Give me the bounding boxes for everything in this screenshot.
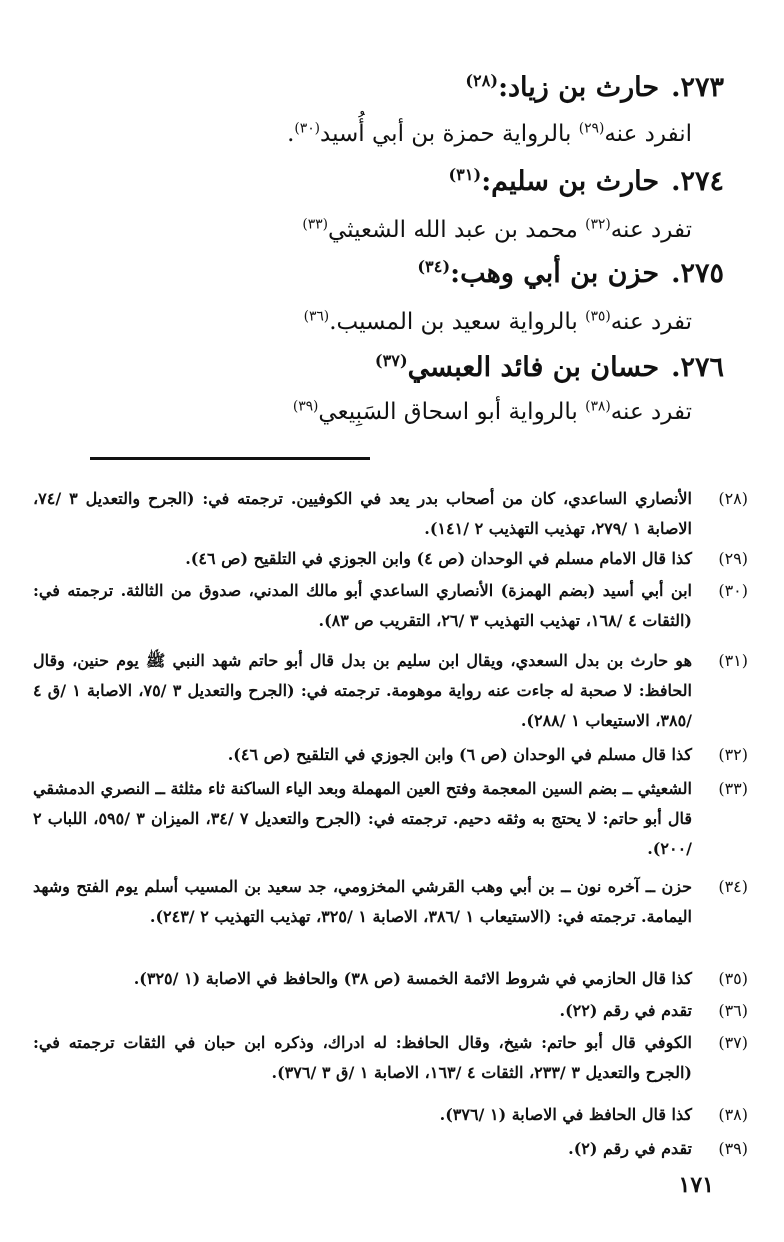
footnote <box>33 1100 748 1130</box>
footnote <box>33 576 748 636</box>
entry-text <box>132 118 692 150</box>
footnote-number: (٣٤) <box>718 877 748 896</box>
footnote-ref: (٣٨) <box>585 398 611 415</box>
entry-number: ٢٧٦. <box>671 352 724 383</box>
footnote <box>33 1028 748 1088</box>
footnote <box>33 964 748 994</box>
entry-text-part: تفرد عنه <box>610 309 692 335</box>
footnote <box>33 996 748 1026</box>
entry-text-part: بالرواية أبو اسحاق السَبِيعي <box>318 399 586 425</box>
entry-heading <box>124 350 724 386</box>
page-number: ١٧١ <box>678 1172 714 1198</box>
footnote-number: (٣٠) <box>718 581 748 600</box>
entry-heading <box>124 70 724 106</box>
entry-name: حارث بن سليم: <box>481 166 660 197</box>
footnote-text: كذا قال الامام مسلم في الوحدان (ص ٤) وابن الجوزي في التلقيح (ص ٤٦). <box>185 549 692 568</box>
entry-text-part: بالرواية سعيد بن المسيب. <box>329 309 586 335</box>
footnote <box>33 484 748 544</box>
footnote-number: (٣٣) <box>718 779 748 798</box>
entry-text <box>132 214 692 246</box>
footnote-text: هو حارث بن بدل السعدي، ويقال ابن سليم بن بدل قال أبو حاتم شهد النبي ﷺ يوم حنين، وقال الحافظ: لا صحبة له جاءت عنه رواية موهومة. ترجمته في: (الجرح والتعديل ٣ /٧٥، الاصابة ١ /ق ٤ /٣٨٥، الاستيعاب ١ /٢٨٨). <box>33 651 692 730</box>
footnote <box>33 740 748 770</box>
footnote-number: (٢٨) <box>718 489 748 508</box>
footnote-text: كذا قال الحازمي في شروط الائمة الخمسة (ص ٣٨) والحافظ في الاصابة (١ /٣٢٥). <box>133 969 692 988</box>
entry-name: حارث بن زياد: <box>498 72 660 103</box>
footnote <box>33 646 748 736</box>
footnote-text: كذا قال الحافظ في الاصابة (١ /٣٧٦). <box>439 1105 692 1124</box>
footnote-ref: (٣٥) <box>585 308 611 325</box>
entry-heading <box>124 256 724 292</box>
footnote-number: (٣٦) <box>718 1001 748 1020</box>
footnote-ref: (٣٦) <box>303 308 330 325</box>
entry-heading <box>124 164 724 200</box>
footnote-number: (٣١) <box>718 651 748 670</box>
entry-number: ٢٧٣. <box>671 72 724 103</box>
footnote-number: (٣٩) <box>718 1139 748 1158</box>
entry-number: ٢٧٤. <box>671 166 724 197</box>
footnote-ref: (٣٣) <box>302 216 328 233</box>
entry-text-part: . <box>287 121 295 147</box>
footnote-number: (٢٩) <box>718 549 748 568</box>
footnote <box>33 774 748 864</box>
footnote-ref: (٣٢) <box>585 216 611 233</box>
entry-name: حزن بن أبي وهب: <box>450 258 660 289</box>
footnote-number: (٣٧) <box>718 1033 748 1052</box>
footnote <box>33 872 748 932</box>
footnote-ref: (٢٩) <box>578 120 605 137</box>
footnote <box>33 544 748 574</box>
footnote-text: حزن ــ آخره نون ــ بن أبي وهب القرشي المخزومي، جد سعيد بن المسيب أسلم يوم الفتح وشهد اليمامة. ترجمته في: (الاستيعاب ١ /٣٨٦، الاصابة ١ /٣٢٥، تهذيب التهذيب ٢ /٢٤٣). <box>33 877 692 926</box>
footnote-text: كذا قال مسلم في الوحدان (ص ٦) وابن الجوزي في التلقيح (ص ٤٦). <box>227 745 692 764</box>
footnote-ref: (٣١) <box>448 165 482 184</box>
entry-text <box>132 306 692 338</box>
footnote-text: الشعيثي ــ بضم السين المعجمة وفتح العين المهملة وبعد الياء الساكنة ثاء مثلثة ــ النصري الدمشقي قال أبو حاتم: لا يحتج به وثقه دحيم. ترجمته في: (الجرح والتعديل ٧ /٣٤، الميزان ٣ /٥٩٥، اللباب ٢ /٢٠٠). <box>33 779 693 858</box>
footnote-ref: (٣٧) <box>374 351 408 370</box>
footnote-text: تقدم في رقم (٢). <box>568 1139 692 1158</box>
footnote-number: (٣٥) <box>718 969 748 988</box>
footnote-ref: (٣٤) <box>417 257 451 276</box>
entry-text-part: بالرواية حمزة بن أبي أُسيد <box>320 121 579 147</box>
footnote-text: الأنصاري الساعدي، كان من أصحاب بدر يعد في الكوفيين. ترجمته في: (الجرح والتعديل ٣ /٧٤، الاصابة ١ /٢٧٩، تهذيب التهذيب ٢ /١٤١). <box>33 489 693 538</box>
footnote-separator <box>90 457 370 460</box>
footnote-number: (٣٨) <box>718 1105 748 1124</box>
footnote-ref: (٢٨) <box>465 71 499 90</box>
footnote-text: الكوفي قال أبو حاتم: شيخ، وقال الحافظ: له ادراك، وذكره ابن حبان في الثقات ترجمته في: (الجرح والتعديل ٣ /٢٣٣، الثقات ٤ /١٦٣، الاصابة ١ /ق ٣ /٣٧٦). <box>33 1033 692 1082</box>
entry-text <box>132 396 692 428</box>
entry-text-part: انفرد عنه <box>604 121 692 147</box>
entry-name: حسان بن فائد العبسي <box>407 352 660 383</box>
entry-text-part: تفرد عنه <box>610 217 692 243</box>
footnote-number: (٣٢) <box>718 745 748 764</box>
footnote-ref: (٣٠) <box>294 120 321 137</box>
footnote-ref: (٣٩) <box>292 398 319 415</box>
entry-text-part: محمد بن عبد الله الشعيثي <box>327 217 586 243</box>
footnote-text: تقدم في رقم (٢٢). <box>559 1001 692 1020</box>
entry-number: ٢٧٥. <box>671 258 724 289</box>
footnote <box>33 1134 748 1164</box>
entry-text-part: تفرد عنه <box>610 399 692 425</box>
footnote-text: ابن أبي أسيد (بضم الهمزة) الأنصاري الساعدي أبو مالك المدني، صدوق من الثالثة. ترجمته في: (الثقات ٤ /١٦٨، تهذيب التهذيب ٣ /٢٦، التقريب ص ٨٣). <box>33 581 692 630</box>
